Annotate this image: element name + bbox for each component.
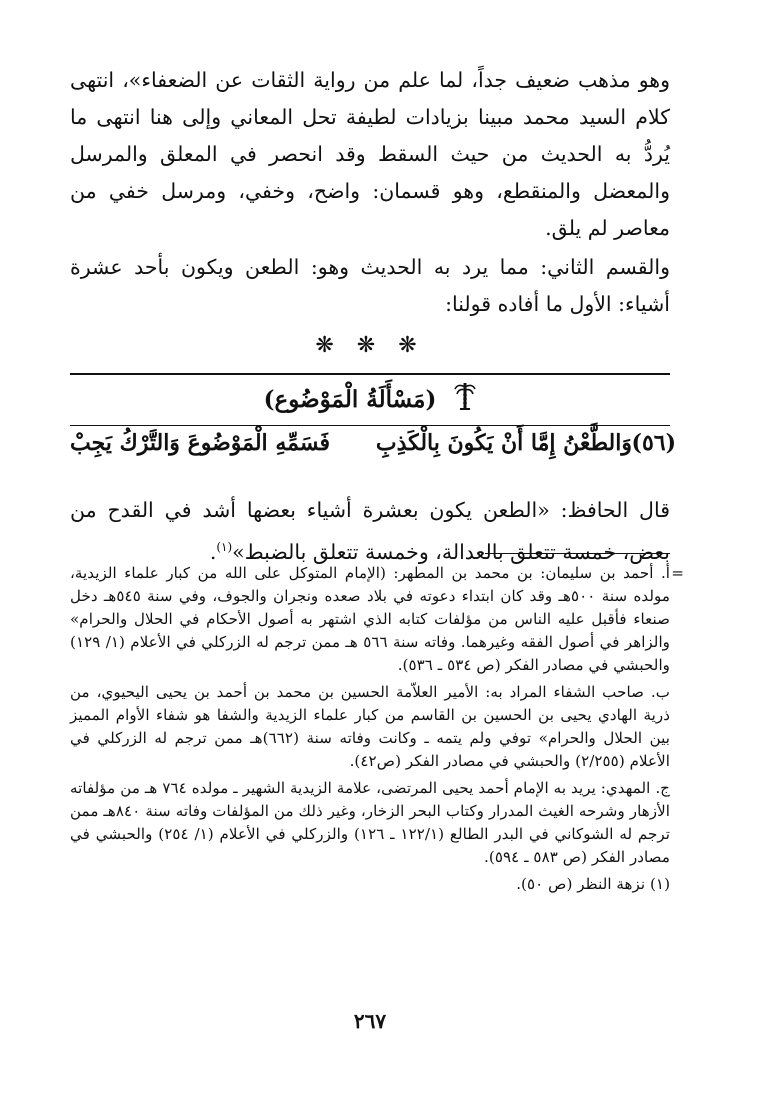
footnote-item <box>70 777 670 869</box>
page-number: ٢٦٧ <box>353 1009 387 1033</box>
footnote-item <box>70 562 684 677</box>
footnote-text: ج. المهدي: يريد به الإمام أحمد يحيى المرتضى، علامة الزيدية الشهير ـ مولده ٧٦٤ هـ من مؤلفاته الأزهار وشرحه الغيث المدرار وكتاب البحر الزخار، وغير ذلك من المؤلفات وفاته سنة ٨٤٠هـ ممن ترجم له الشوكاني في البدر الطالع (١٢٢/١ ـ ١٢٦) والزركلي في الأعلام (١/ ٢٥٤) والحبشي في مصادر الفكر (ص ٥٨٣ ـ ٥٩٤). <box>70 779 670 866</box>
footnotes-section <box>70 562 684 900</box>
body-paragraph-1: وهو مذهب ضعيف جداً، لما علم من رواية الثقات عن الضعفاء»، انتهى كلام السيد محمد مبينا بزيادات لطيفة تحل المعاني وإلى هنا انتهى ما يُردُّ به الحديث من حيث السقط وقد انحصر في المعلق والمرسل والمعضل والمنقطع، وهو قسمان: واضح، وخفي، ومرسل خفي من معاصر لم يلق. <box>70 68 670 240</box>
footnote-divider <box>485 553 670 554</box>
verse-hemistich-first: وَالطَّعْنُ إِمَّا أَنْ يَكُونَ بِالْكَذِبِ <box>375 430 632 456</box>
footnote-text: (١) نزهة النظر (ص ٥٠). <box>516 875 670 893</box>
hafiz-quote-paragraph: قال الحافظ: «الطعن يكون بعشرة أشياء بعضها أشد في القدح من بعض، خمسة تتعلق بالعدالة، وخمسة تتعلق بالضبط»$^{(١)}$. <box>70 498 670 564</box>
footnote-item <box>70 681 670 773</box>
section-separator-stars: ❋ ❋ ❋ <box>315 333 425 358</box>
body-paragraph-2: والقسم الثاني: مما يرد به الحديث وهو: الطعن ويكون بأحد عشرة أشياء: الأول ما أفاده قولنا: <box>70 255 670 316</box>
footnote-ref-mark: (١) <box>216 540 233 554</box>
section-title-row <box>70 381 670 421</box>
footnote-text: ب. صاحب الشفاء المراد به: الأمير العلاّمة الحسين بن محمد بن أحمد بن يحيى اليحيوي، من ذرية الهادي يحيى بن الحسين بن القاسم من كبار علماء الزيدية والشفا هو شفاء الأوام المميز بين الحلال والحرام» توفي ولم يتمه ـ وكانت وفاته سنة (٦٦٢)هـ ممن ترجم له الزركلي في الأعلام (٢/٢٥٥) والحبشي في مصادر الفكر (ص٤٢). <box>70 683 670 770</box>
book-page <box>70 62 684 1033</box>
palm-ornament-icon <box>454 381 476 421</box>
footnote-continuation-mark: = <box>671 564 684 582</box>
section-header <box>70 373 670 425</box>
verse-hemistich-second: فَسَمِّهِ الْمَوْضُوعَ وَالتَّرْكُ يَجِبْ <box>70 430 330 456</box>
section-title: (مَسْأَلَةُ الْمَوْضُوع) <box>263 386 437 413</box>
verse-number: (٥٦) <box>631 430 676 456</box>
footnote-text: أ. أحمد بن سليمان: بن محمد بن المطهر: (الإمام المتوكل على الله من كبار علماء الزيدية، مولده سنة ٥٠٠هـ وقد كان ابتداء دعوته في بلاد صعده ونجران والجوف، وفي سنة ٥٤٥هـ دخل صنعاء فأقبل عليه الناس من مؤلفات كتابه الذي اشتهر به أصول الأحكام في الحلال والحرام» والزاهر في أصول الفقه وغيرهما. وفاته سنة ٥٦٦ هـ ممن ترجم له الزركلي في الأعلام (١/ ١٢٩) والحبشي في مصادر الفكر (ص ٥٣٤ ـ ٥٣٦). <box>70 564 670 674</box>
hafiz-quote-text: قال الحافظ: «الطعن يكون بعشرة أشياء بعضها أشد في القدح من بعض، خمسة تتعلق بالعدالة، وخمسة تتعلق بالضبط» <box>70 498 670 564</box>
verse-line <box>70 425 676 470</box>
footnote-item <box>70 873 670 896</box>
